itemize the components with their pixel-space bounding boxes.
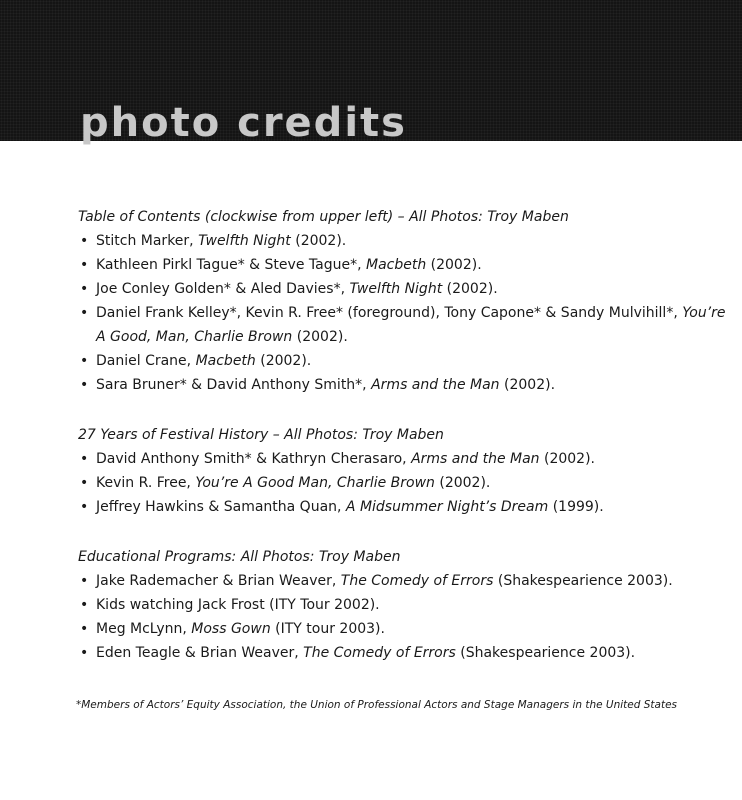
credit-names: Joe Conley Golden* & Aled Davies*, — [96, 281, 346, 297]
section-festival-history — [78, 423, 728, 519]
play-title: Arms and the Man — [411, 451, 540, 467]
credit-names: Jake Rademacher & Brian Weaver, — [96, 573, 337, 589]
credit-list — [78, 447, 728, 519]
bullet-icon: • — [80, 281, 89, 297]
bullet-icon: • — [80, 499, 89, 515]
bullet-icon: • — [80, 353, 89, 369]
credit-year: (2002). — [504, 377, 556, 393]
credit-item — [78, 373, 728, 397]
credit-year: (Shakespearience 2003). — [497, 573, 673, 589]
bullet-icon: • — [80, 475, 89, 491]
bullet-icon: • — [80, 233, 89, 249]
bullet-icon: • — [80, 451, 89, 467]
credit-year: (2002). — [296, 329, 348, 345]
section-header: 27 Years of Festival History – All Photos: Troy Maben — [78, 427, 444, 443]
credit-year: (2002). — [544, 451, 596, 467]
page-title: photo credits — [80, 100, 407, 146]
play-title: Macbeth — [365, 257, 427, 273]
credit-year: (2002). — [446, 281, 498, 297]
credit-item — [78, 495, 728, 519]
bullet-icon: • — [80, 621, 89, 637]
play-title: The Comedy of Errors — [303, 645, 456, 661]
play-title: Twelfth Night — [349, 281, 443, 297]
bullet-icon: • — [80, 257, 89, 273]
credit-names: Daniel Frank Kelley*, Kevin R. Free* (foreground), Tony Capone* & Sandy Mulvihill*, — [96, 305, 678, 321]
bullet-icon: • — [80, 305, 89, 321]
credit-year: (2002). — [295, 233, 347, 249]
play-title: Arms and the Man — [371, 377, 500, 393]
credit-item — [78, 569, 728, 593]
bullet-icon: • — [80, 597, 89, 613]
credit-year: (2002). — [439, 475, 491, 491]
credit-names: David Anthony Smith* & Kathryn Cherasaro, — [96, 451, 407, 467]
credit-item — [78, 229, 728, 253]
play-title: Twelfth Night — [198, 233, 291, 249]
credit-year: (1999). — [552, 499, 604, 515]
credit-names: Stitch Marker, — [96, 233, 194, 249]
credit-year: (2002). — [430, 257, 482, 273]
credit-item — [78, 253, 728, 277]
bullet-icon: • — [80, 377, 89, 393]
section-header: Table of Contents (clockwise from upper left) – All Photos: Troy Maben — [78, 209, 569, 225]
credit-item — [78, 277, 728, 301]
credit-year: (2002). — [260, 353, 312, 369]
play-title: The Comedy of Errors — [340, 573, 494, 589]
credit-names: Kevin R. Free, — [96, 475, 191, 491]
play-title: Moss Gown — [191, 621, 271, 637]
credit-names: Jeffrey Hawkins & Samantha Quan, — [96, 499, 342, 515]
credit-list — [78, 229, 728, 397]
credit-item — [78, 447, 728, 471]
section-table-of-contents — [78, 205, 728, 397]
play-title: You’re A Good Man, Charlie Brown — [195, 475, 435, 491]
credit-names: Eden Teagle & Brian Weaver, — [96, 645, 299, 661]
credit-list — [78, 569, 728, 665]
credit-item — [78, 301, 728, 349]
credit-item — [78, 593, 728, 617]
credit-item — [78, 641, 728, 665]
credit-item — [78, 471, 728, 495]
play-title: A Midsummer Night’s Dream — [345, 499, 549, 515]
equity-footnote: *Members of Actors’ Equity Association, the Union of Professional Actors and Stage Managers in the United States — [76, 699, 678, 711]
bullet-icon: • — [80, 573, 89, 589]
section-educational-programs — [78, 545, 728, 665]
credit-names: Meg McLynn, — [96, 621, 187, 637]
credit-year: (ITY tour 2003). — [275, 621, 385, 637]
credit-names: Kids watching Jack Frost (ITY Tour 2002). — [96, 597, 380, 613]
play-title: You’re A Good, Man, Charlie Brown — [96, 305, 726, 345]
bullet-icon: • — [80, 645, 89, 661]
credits-content — [78, 205, 728, 691]
play-title: Macbeth — [195, 353, 256, 369]
credit-names: Sara Bruner* & David Anthony Smith*, — [96, 377, 367, 393]
section-header: Educational Programs: All Photos: Troy Maben — [78, 549, 401, 565]
credit-item — [78, 617, 728, 641]
credit-year: (Shakespearience 2003). — [460, 645, 636, 661]
credit-names: Kathleen Pirkl Tague* & Steve Tague*, — [96, 257, 362, 273]
credit-names: Daniel Crane, — [96, 353, 192, 369]
credit-item — [78, 349, 728, 373]
